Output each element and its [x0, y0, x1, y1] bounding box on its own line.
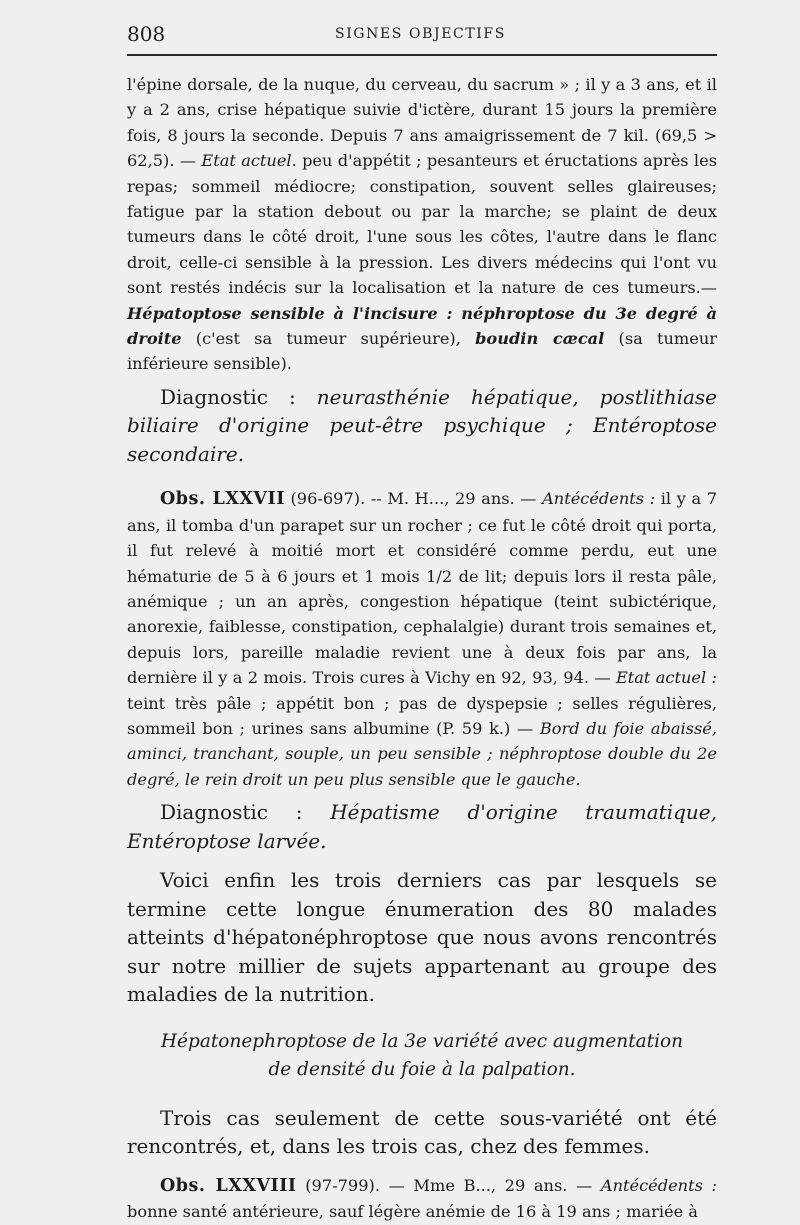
header-rule	[127, 54, 717, 56]
diagnostic-label: Diagnostic :	[160, 800, 331, 825]
observation-78: Obs. LXXVIII (97-799). — Mme B..., 29 ans. — Antécédents : bonne santé antérieure, sauf légère anémie de 16 à 19 ans ; mariée à	[127, 1175, 718, 1222]
observation-77: Obs. LXXVII (96-697). -- M. H..., 29 ans. — Antécédents : il y a 7 ans, il tomba d'un parapet sur un rocher ; ce fut le côté droit qui porta, il fut relevé à moitié mort et considéré comme perdu, eut une hématurie de 5 à 6 jours et 1 mois 1/2 de lit; depuis lors il resta pâle, anémique ; un an après, congestion hépatique (teint subictérique, anorexie, faiblesse, constipation, cephalalgie) durant trois semaines et, depuis lors, pareille maladie revient une à deux fois par ans, la dernière il y a 2 mois. Trois cures à Vichy en 92, 93, 94. — Etat actuel : teint très pâle ; appétit bon ; pas de dyspepsie ; selles régulières, sommeil bon ; urines sans albumine (P. 59 k.) — Bord du foie abaissé, aminci, tranchant, souple, un peu sensible ; néphroptose double du 2e degré, le rein droit un peu plus sensible que le gauche.	[127, 489, 718, 789]
obs-77-label: Obs. LXXVII	[160, 489, 285, 510]
diagnostic-text: neurasthénie hépatique, postlithiase biliaire d'origine peut-être psychique ; Entéroptose secondaire.	[127, 384, 717, 466]
diagnostic-2	[127, 798, 717, 855]
etat-actuel-label: Etat actuel	[201, 151, 292, 171]
clinical-finding: Hépatoptose sensible à l'incisure : néphroptose du 3e degré à droite	[127, 303, 717, 349]
page-number: 808	[127, 22, 166, 46]
antecedents-label: Antécédents :	[600, 1175, 718, 1195]
page-header	[127, 18, 717, 54]
etat-actuel-label: Etat actuel :	[615, 668, 717, 688]
obs-78-label: Obs. LXXVIII	[160, 1175, 297, 1196]
section-heading: Hépatonephroptose de la 3e variété avec augmentation de densité du foie à la palpation.	[160, 1030, 684, 1081]
diagnostic-text: Hépatisme d'origine traumatique, Entéroptose larvée.	[127, 800, 717, 853]
paragraph-trois-cas: Trois cas seulement de cette sous-variété ont été rencontrés, et, dans les trois cas, chez des femmes.	[127, 1105, 717, 1159]
diagnostic-1	[127, 383, 717, 469]
page-body	[127, 72, 717, 1225]
diagnostic-label: Diagnostic :	[160, 384, 317, 409]
clinical-finding: Bord du foie abaissé, aminci, tranchant, souple, un peu sensible ; néphroptose double du 2e degré, le rein droit un peu plus sensible que le gauche.	[127, 719, 718, 789]
clinical-finding-boudin: boudin cæcal	[475, 329, 605, 349]
running-head: SIGNES OBJECTIFS	[335, 26, 506, 42]
antecedents-label: Antécédents :	[542, 489, 656, 509]
paragraph-continuation: l'épine dorsale, de la nuque, du cerveau, du sacrum » ; il y a 3 ans, et il y a 2 ans, crise hépatique suivie d'ictère, durant 15 jours la première fois, 8 jours la seconde. Depuis 7 ans amaigrissement de 7 kil. (69,5 > 62,5). — Etat actuel. peu d'appétit ; pesanteurs et éructations après les repas; sommeil médiocre; constipation, souvent selles glaireuses; fatigue par la station debout ou par la marche; se plaint de deux tumeurs dans le côté droit, l'une sous les côtes, l'autre dans le flanc droit, celle-ci sensible à la pression. Les divers médecins qui l'ont vu sont restés indécis sur la localisation et la nature de ces tumeurs.— Hépatoptose sensible à l'incisure : néphroptose du 3e degré à droite (c'est sa tumeur supérieure), boudin cæcal (sa tumeur inférieure sensible).	[127, 75, 717, 374]
paragraph-voici: Voici enfin les trois derniers cas par lesquels se termine cette longue énumeration des 80 malades atteints d'hépatonéphroptose que nous avons rencontrés sur notre millier de sujets appartenant au groupe des maladies de la nutrition.	[127, 868, 717, 1007]
